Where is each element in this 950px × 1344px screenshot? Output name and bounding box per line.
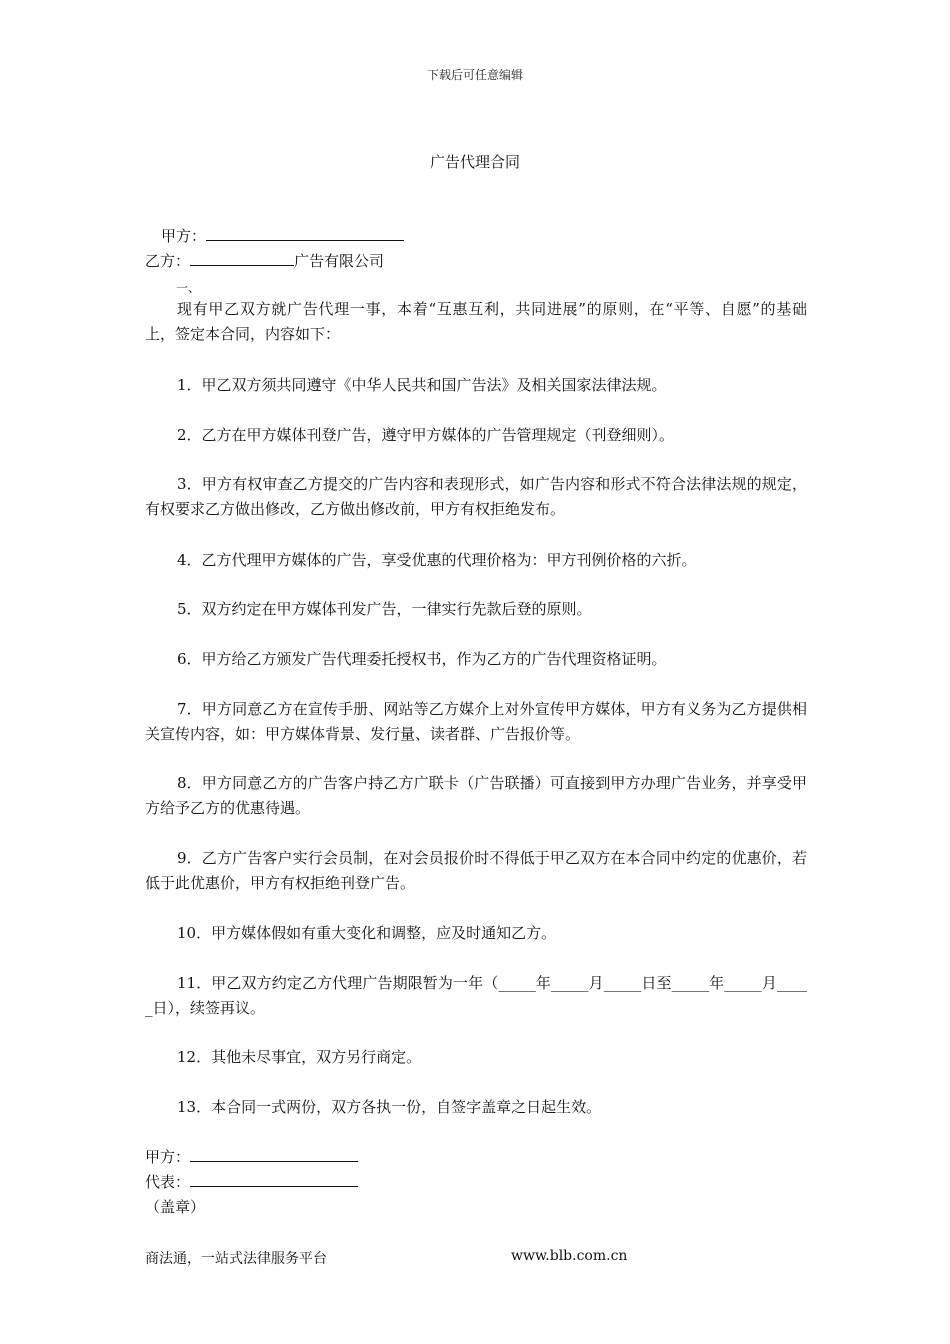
signature-rep [145,1170,807,1195]
clause-11: 11．甲乙双方约定乙方代理广告期限暂为一年（_____年_____月_____日至_____年_____月_____日），续签再议。 [145,974,807,1017]
clause-9: 9．乙方广告客户实行会员制，在对会员报价时不得低于甲乙双方在本合同中约定的优惠价，若低于此优惠价，甲方有权拒绝刊登广告。 [145,849,807,892]
clause-10: 10．甲方媒体假如有重大变化和调整，应及时通知乙方。 [177,924,557,942]
party-a-blank [206,224,404,241]
signature-party-a [145,1145,807,1170]
seal-note: （盖章） [145,1198,206,1216]
footer-url: www.blb.com.cn [511,1248,628,1264]
signature-rep-blank [190,1170,358,1187]
party-a-line [161,224,823,249]
section-mark: 一、 [176,281,201,295]
clause-12: 12．其他未尽事宜，双方另行商定。 [177,1048,422,1066]
clause-4: 4．乙方代理甲方媒体的广告，享受优惠的代理价格为：甲方刊例价格的六折。 [177,551,697,569]
document-title: 广告代理合同 [429,153,520,171]
intro-paragraph: 现有甲乙双方就广告代理一事，本着“互惠互利，共同进展”的原则，在“平等、自愿”的基础上，签定本合同，内容如下： [145,300,807,343]
clause-3: 3．甲方有权审查乙方提交的广告内容和表现形式，如广告内容和形式不符合法律法规的规定，有权要求乙方做出修改，乙方做出修改前，甲方有权拒绝发布。 [145,475,807,518]
clause-2: 2．乙方在甲方媒体刊登广告，遵守甲方媒体的广告管理规定（刊登细则）。 [177,426,675,444]
party-a-label: 甲方： [161,227,207,245]
clause-6: 6．甲方给乙方颁发广告代理委托授权书，作为乙方的广告代理资格证明。 [177,650,667,668]
clause-7: 7．甲方同意乙方在宣传手册、网站等乙方媒介上对外宣传甲方媒体，甲方有义务为乙方提供相关宣传内容，如：甲方媒体背景、发行量、读者群、广告报价等。 [145,700,807,743]
clause-1: 1．甲乙双方须共同遵守《中华人民共和国广告法》及相关国家法律法规。 [177,376,667,394]
party-b-suffix: 广告有限公司 [294,252,385,270]
clause-5: 5．双方约定在甲方媒体刊发广告，一律实行先款后登的原则。 [177,600,592,618]
footer-platform: 商法通，一站式法律服务平台 [145,1251,327,1267]
party-b-blank [190,249,294,266]
clause-13: 13．本合同一式两份，双方各执一份，自签字盖章之日起生效。 [177,1098,602,1116]
party-b-label: 乙方： [145,252,191,270]
signature-party-a-label: 甲方： [145,1148,191,1166]
header-note: 下载后可任意编辑 [426,68,523,82]
signature-rep-label: 代表： [145,1173,191,1191]
party-b-line [145,249,807,274]
clause-8: 8．甲方同意乙方的广告客户持乙方广联卡（广告联播）可直接到甲方办理广告业务，并享受甲方给予乙方的优惠待遇。 [145,774,807,817]
signature-party-a-blank [190,1145,358,1162]
